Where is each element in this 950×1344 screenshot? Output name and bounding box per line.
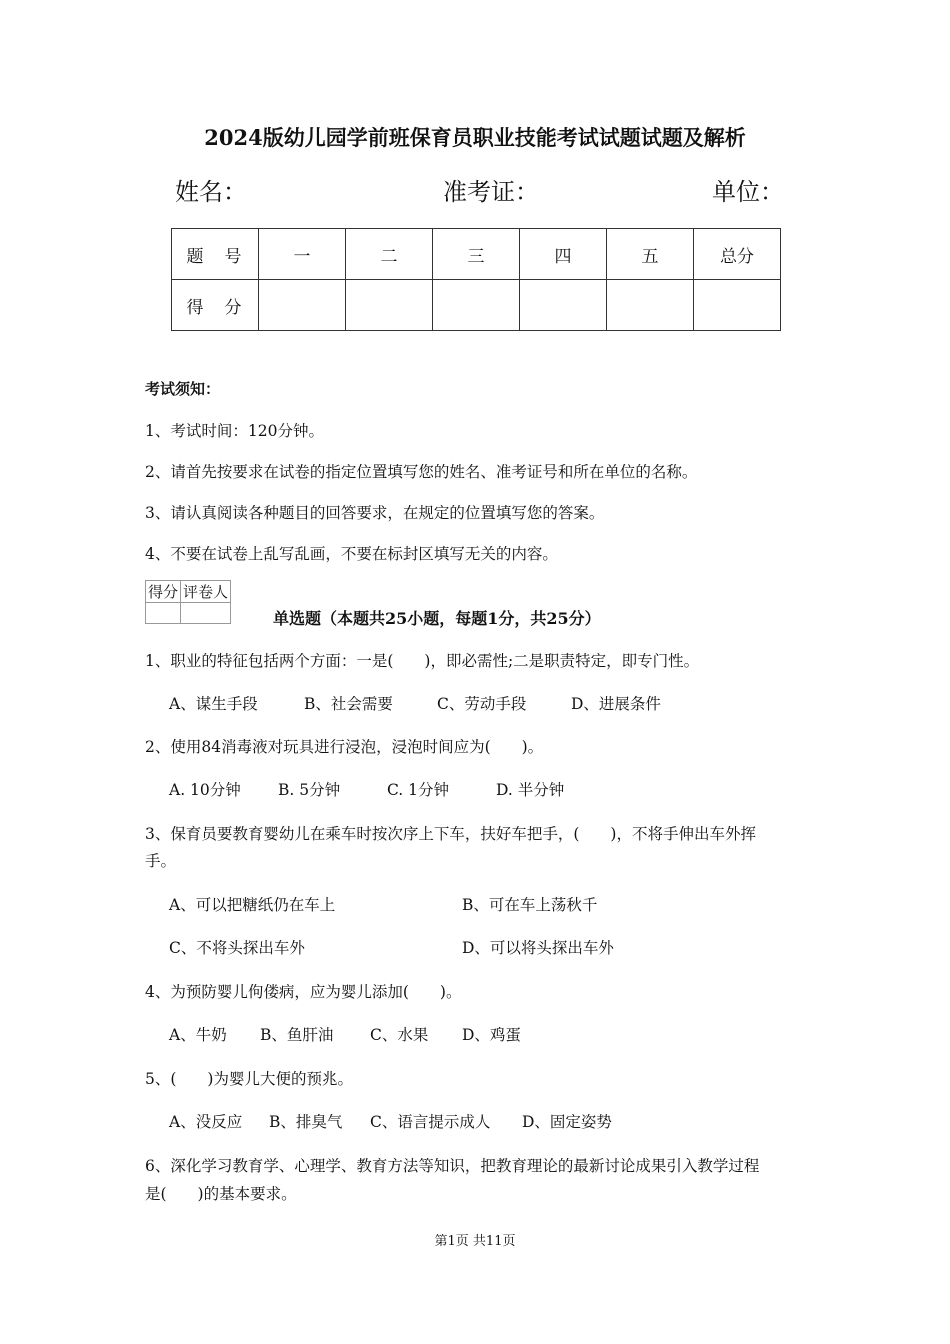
answer-option: B. 5分钟 — [278, 781, 341, 799]
score-cell[interactable] — [520, 280, 607, 331]
question-text: 5、( )为婴儿大便的预兆。 — [145, 1070, 353, 1088]
answer-option: A、谋生手段 — [169, 695, 258, 713]
score-table-header-row — [172, 229, 781, 280]
question-text-continued: 是( )的基本要求。 — [145, 1185, 297, 1203]
question-text: 1、职业的特征包括两个方面：一是( )，即必需性;二是职责特定，即专门性。 — [145, 652, 700, 670]
answer-option: A、牛奶 — [169, 1026, 227, 1044]
score-cell[interactable] — [259, 280, 346, 331]
unit-field-label: 单位： — [712, 178, 784, 206]
answer-option: B、鱼肝油 — [260, 1026, 334, 1044]
answer-option: C、语言提示成人 — [370, 1113, 491, 1131]
notice-item: 3、请认真阅读各种题目的回答要求，在规定的位置填写您的答案。 — [145, 504, 605, 522]
answer-option: A. 10分钟 — [169, 781, 241, 799]
score-cell[interactable] — [607, 280, 694, 331]
answer-option: D. 半分钟 — [496, 781, 565, 799]
notice-item: 1、考试时间：120分钟。 — [145, 422, 324, 440]
score-table-header-label: 题 号 — [172, 229, 259, 280]
notice-heading: 考试须知： — [145, 380, 221, 398]
answer-option: C、劳动手段 — [437, 695, 527, 713]
score-table — [171, 228, 781, 331]
answer-option: C. 1分钟 — [387, 781, 450, 799]
score-table-header-cell: 四 — [520, 229, 607, 280]
answer-option: D、鸡蛋 — [462, 1026, 521, 1044]
grader-table — [145, 580, 231, 624]
document-title: 2024版幼儿园学前班保育员职业技能考试试题试题及解析 — [204, 125, 746, 150]
grader-score-cell[interactable] — [146, 603, 181, 624]
question-text-continued: 手。 — [145, 852, 177, 870]
grader-table-score-label: 得分 — [146, 581, 181, 603]
answer-option: D、可以将头探出车外 — [462, 939, 614, 957]
question-text: 3、保育员要教育婴幼儿在乘车时按次序上下车，扶好车把手，( )，不将手伸出车外挥 — [145, 825, 756, 843]
answer-option: B、社会需要 — [304, 695, 393, 713]
section-title: 单选题（本题共25小题，每题1分，共25分） — [273, 609, 601, 628]
page-footer: 第1页 共11页 — [434, 1234, 516, 1249]
name-field-label: 姓名： — [175, 178, 247, 206]
question-text: 6、深化学习教育学、心理学、教育方法等知识，把教育理论的最新讨论成果引入教学过程 — [145, 1157, 760, 1175]
notice-item: 2、请首先按要求在试卷的指定位置填写您的姓名、准考证号和所在单位的名称。 — [145, 463, 698, 481]
score-table-score-row — [172, 280, 781, 331]
answer-option: B、可在车上荡秋千 — [462, 896, 598, 914]
answer-option: B、排臭气 — [269, 1113, 343, 1131]
exam-number-field-label: 准考证： — [443, 178, 539, 206]
answer-option: C、不将头探出车外 — [169, 939, 305, 957]
grader-table-grader-label: 评卷人 — [181, 581, 231, 603]
score-cell[interactable] — [694, 280, 781, 331]
grader-name-cell[interactable] — [181, 603, 231, 624]
answer-option: D、进展条件 — [571, 695, 661, 713]
question-text: 4、为预防婴儿佝偻病，应为婴儿添加( )。 — [145, 983, 462, 1001]
score-table-header-cell: 二 — [346, 229, 433, 280]
question-text: 2、使用84消毒液对玩具进行浸泡，浸泡时间应为( )。 — [145, 738, 544, 756]
score-cell[interactable] — [346, 280, 433, 331]
score-table-header-cell: 一 — [259, 229, 346, 280]
score-table-header-cell: 五 — [607, 229, 694, 280]
score-table-row-label: 得 分 — [172, 280, 259, 331]
answer-option: A、没反应 — [169, 1113, 243, 1131]
answer-option: C、水果 — [370, 1026, 429, 1044]
score-cell[interactable] — [433, 280, 520, 331]
notice-item: 4、不要在试卷上乱写乱画，不要在标封区填写无关的内容。 — [145, 545, 558, 563]
score-table-header-cell: 总分 — [694, 229, 781, 280]
answer-option: A、可以把糖纸仍在车上 — [169, 896, 336, 914]
answer-option: D、固定姿势 — [522, 1113, 612, 1131]
score-table-header-cell: 三 — [433, 229, 520, 280]
